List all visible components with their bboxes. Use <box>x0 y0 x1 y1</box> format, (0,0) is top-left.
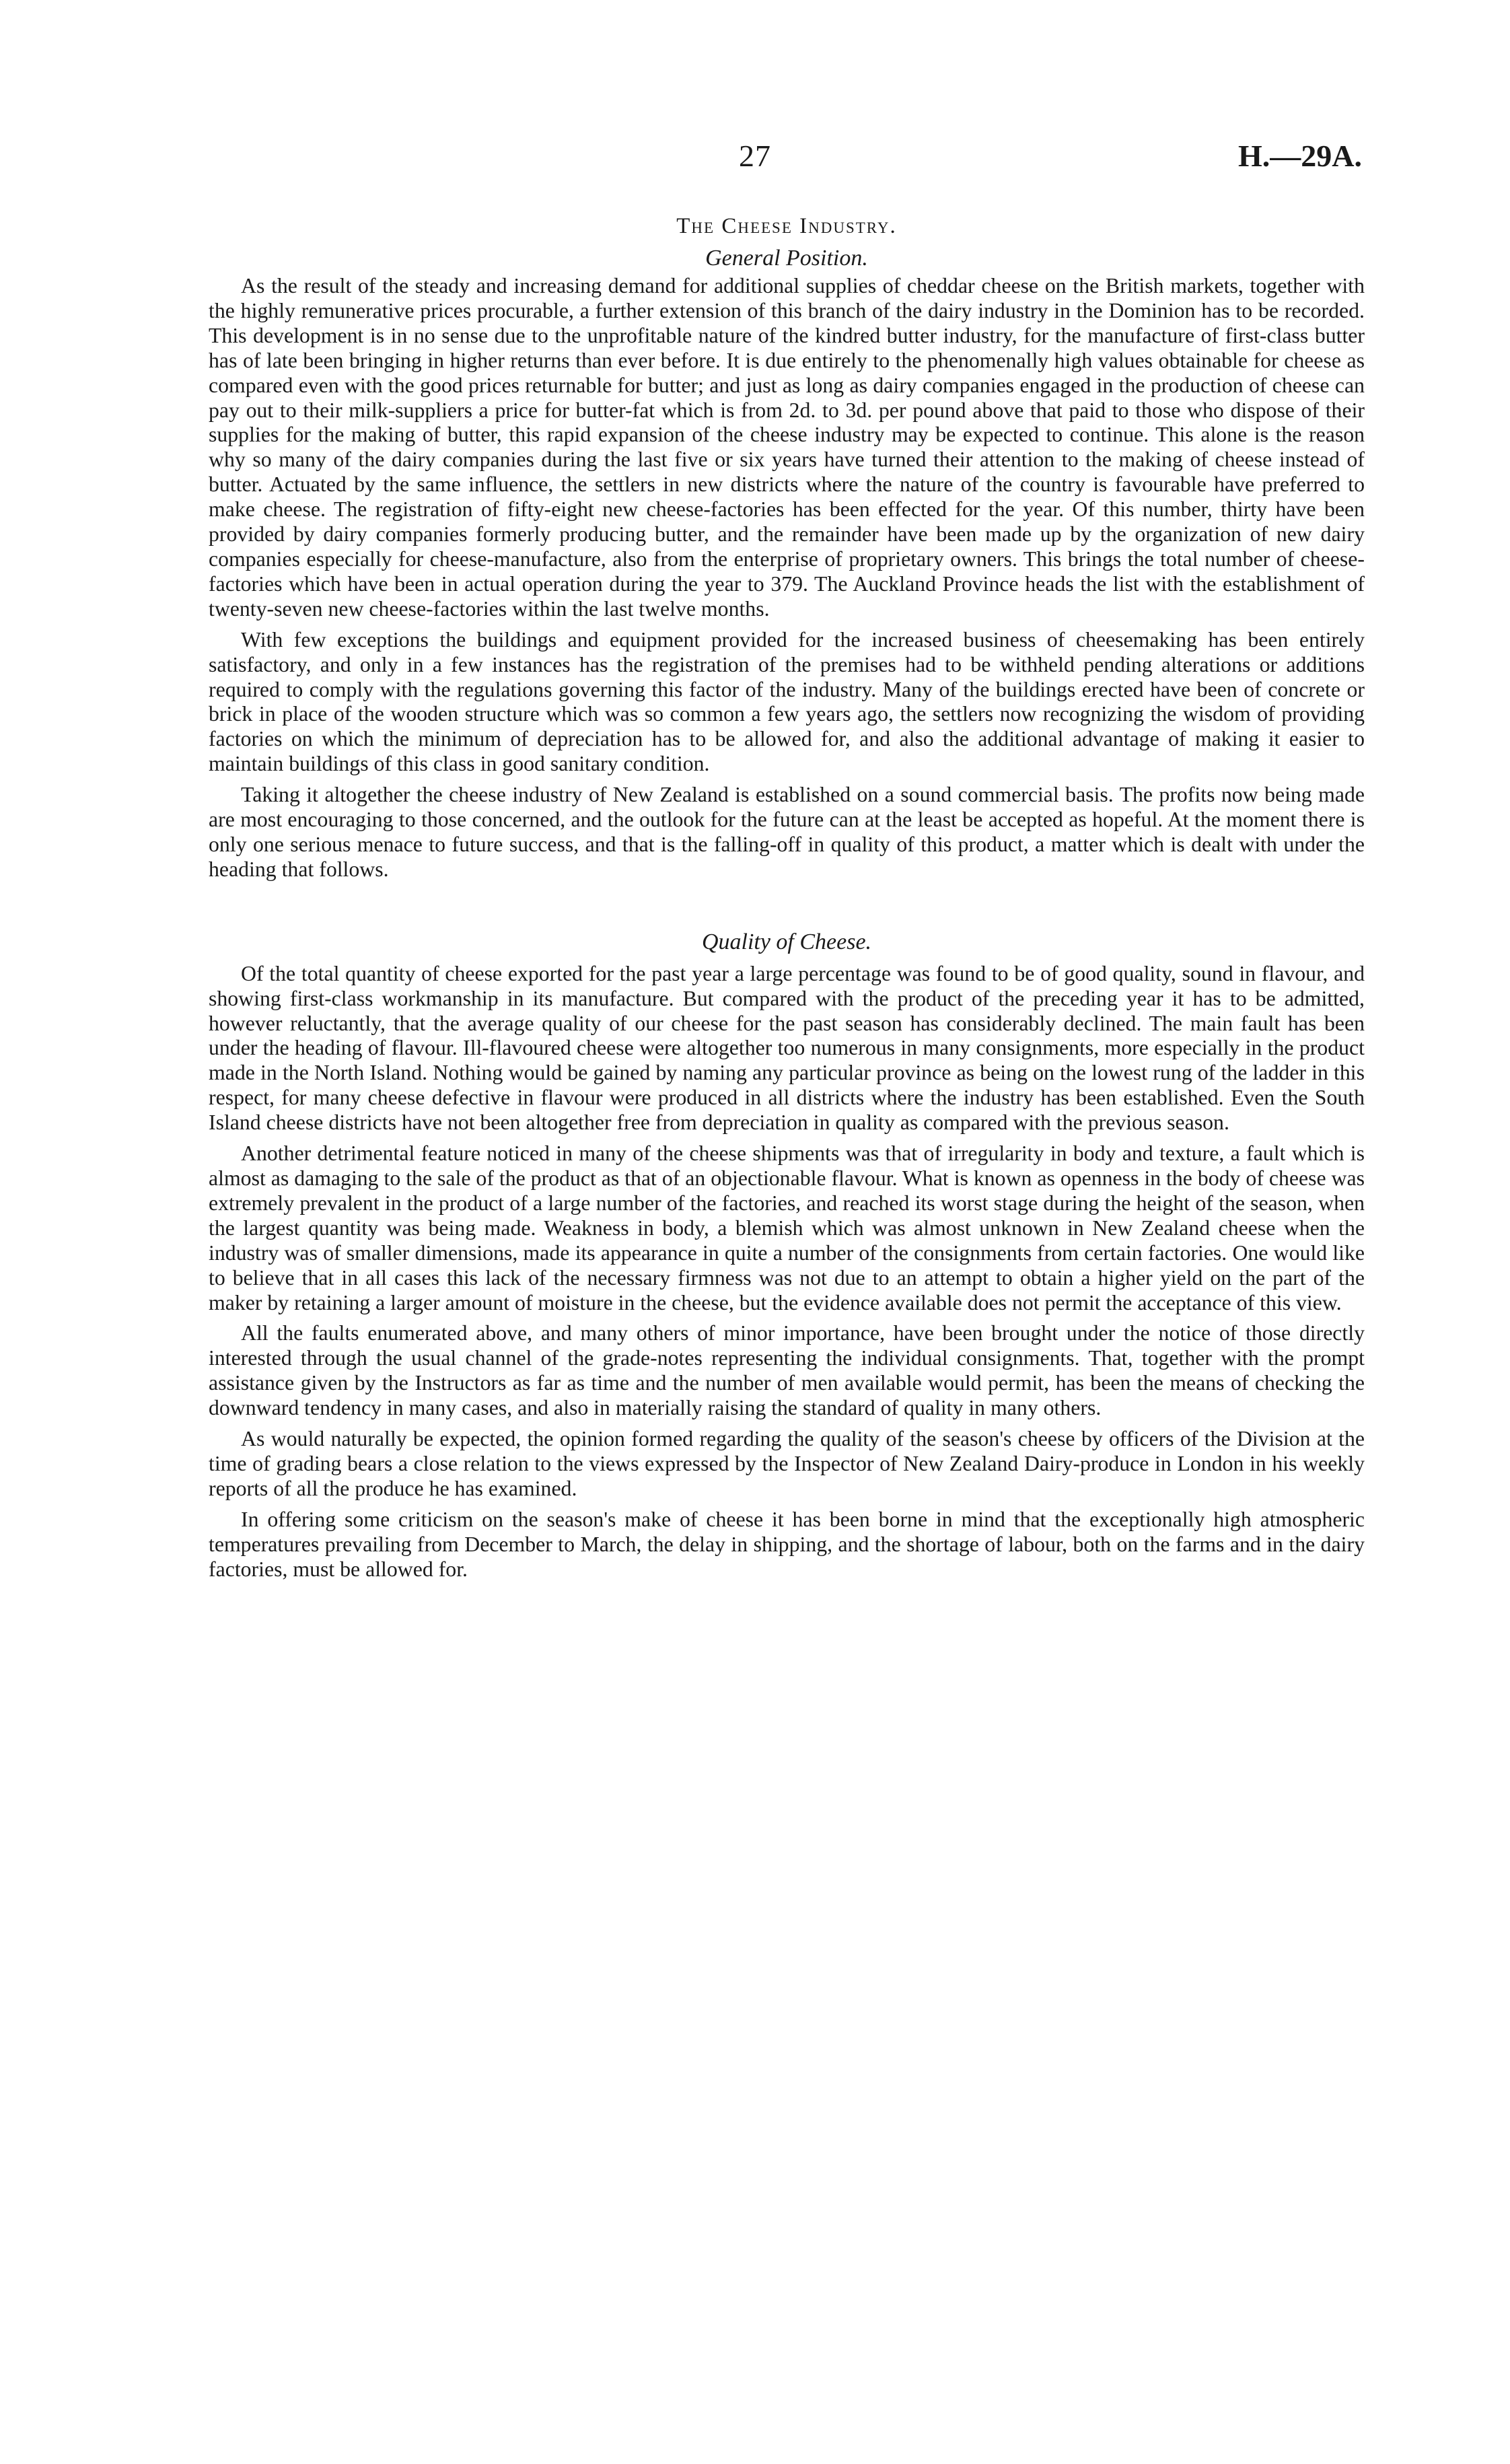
paragraph: Of the total quantity of cheese exported for the past year a large percentage was found to be of good quality, sound in flavour, and showing first-class workmanship in its manufacture. But compared with the product of the preceding year it has to be admitted, however reluctantly, that the average quality of our cheese for the past season has considerably declined. The main fault has been under the heading of flavour. Ill-flavoured cheese were altogether too numerous in many consignments, more especially in the product made in the North Island. Nothing would be gained by naming any particular province as being on the lowest rung of the ladder in this respect, for many cheese defective in flavour were produced in all districts where the industry has been established. Even the South Island cheese districts have not been altogether free from depreciation in quality as compared with the previous season. <box>209 961 1365 1135</box>
page-number: 27 <box>739 139 771 173</box>
paragraph: All the faults enumerated above, and many others of minor importance, have been brought under the notice of those directly interested through the usual channel of the grade-notes representing the individual consignments. That, together with the prompt assistance given by the Instructors as far as time and the number of men available would permit, has been the means of checking the downward tendency in many cases, and also in materially raising the standard of quality in many others. <box>209 1321 1365 1420</box>
page-body <box>209 214 1365 1588</box>
section-title: The Cheese Industry. <box>676 214 897 238</box>
paragraph: Taking it altogether the cheese industry of New Zealand is established on a sound commercial basis. The profits now being made are most encouraging to those concerned, and the outlook for the future can at the least be accepted as hopeful. At the moment there is only one serious menace to future success, and that is the falling-off in quality of this product, a matter which is dealt with under the heading that follows. <box>209 783 1365 881</box>
paragraph: With few exceptions the buildings and equipment provided for the increased business of cheesemaking has been entirely satisfactory, and only in a few instances has the registration of the premises had to be withheld pending alterations or additions required to comply with the regulations governing this factor of the industry. Many of the buildings erected have been of concrete or brick in place of the wooden structure which was so common a few years ago, the settlers now recognizing the wisdom of providing factories on which the minimum of depreciation has to be allowed for, and also the additional advantage of making it easier to maintain buildings of this class in good sanitary condition. <box>209 627 1365 776</box>
paragraph: As would naturally be expected, the opinion formed regarding the quality of the season's cheese by officers of the Division at the time of grading bears a close relation to the views expressed by the Inspector of New Zealand Dairy-produce in London in his weekly reports of all the produce he has examined. <box>209 1427 1365 1500</box>
paragraph: Another detrimental feature noticed in many of the cheese shipments was that of irregularity in body and texture, a fault which is almost as damaging to the sale of the product as that of an objectionable flavour. What is known as openness in the body of cheese was extremely prevalent in the product of a large number of the factories, and reached its worst stage during the height of the season, when the largest quantity was being made. Weakness in body, a blemish which was almost unknown in New Zealand cheese when the industry was of smaller dimensions, made its appearance in quite a number of the consignments from certain factories. One would like to believe that in all cases this lack of the necessary firmness was not due to an attempt to obtain a higher yield on the part of the maker by retaining a larger amount of moisture in the cheese, but the evidence available does not permit the acceptance of this view. <box>209 1141 1365 1314</box>
subheading-quality-of-cheese: Quality of Cheese. <box>701 929 872 954</box>
paragraph: As the result of the steady and increasing demand for additional supplies of cheddar cheese on the British markets, together with the highly remunerative prices procurable, a further extension of this branch of the dairy industry in the Dominion has to be recorded. This development is in no sense due to the unprofitable nature of the kindred butter industry, for the manufacture of first-class butter has of late been bringing in higher returns than ever before. It is due entirely to the phenomenally high values obtainable for cheese as compared even with the good prices returnable for butter; and just as long as dairy companies engaged in the production of cheese can pay out to their milk-suppliers a price for butter-fat which is from 2d. to 3d. per pound above that paid to those who dispose of their supplies for the making of butter, this rapid expansion of the cheese industry may be expected to continue. This alone is the reason why so many of the dairy companies during the last five or six years have turned their attention to the making of cheese instead of butter. Actuated by the same influence, the settlers in new districts where the nature of the country is favourable have preferred to make cheese. The registration of fifty-eight new cheese-factories has been effected for the year. Of this number, thirty have been provided by dairy companies formerly producing butter, and the remainder have been made up by the organization of new dairy companies especially for cheese-manufacture, also from the enterprise of proprietary owners. This brings the total number of cheese-factories which have been in actual operation during the year to 379. The Auckland Province heads the list with the establishment of twenty-seven new cheese-factories within the last twelve months. <box>209 274 1365 621</box>
subheading-general-position: General Position. <box>705 246 868 271</box>
document-reference: H.—29A. <box>1238 139 1362 173</box>
paragraph: In offering some criticism on the season's make of cheese it has been borne in mind that the exceptionally high atmospheric temperatures prevailing from December to March, the delay in shipping, and the shortage of labour, both on the farms and in the dairy factories, must be allowed for. <box>209 1507 1365 1581</box>
